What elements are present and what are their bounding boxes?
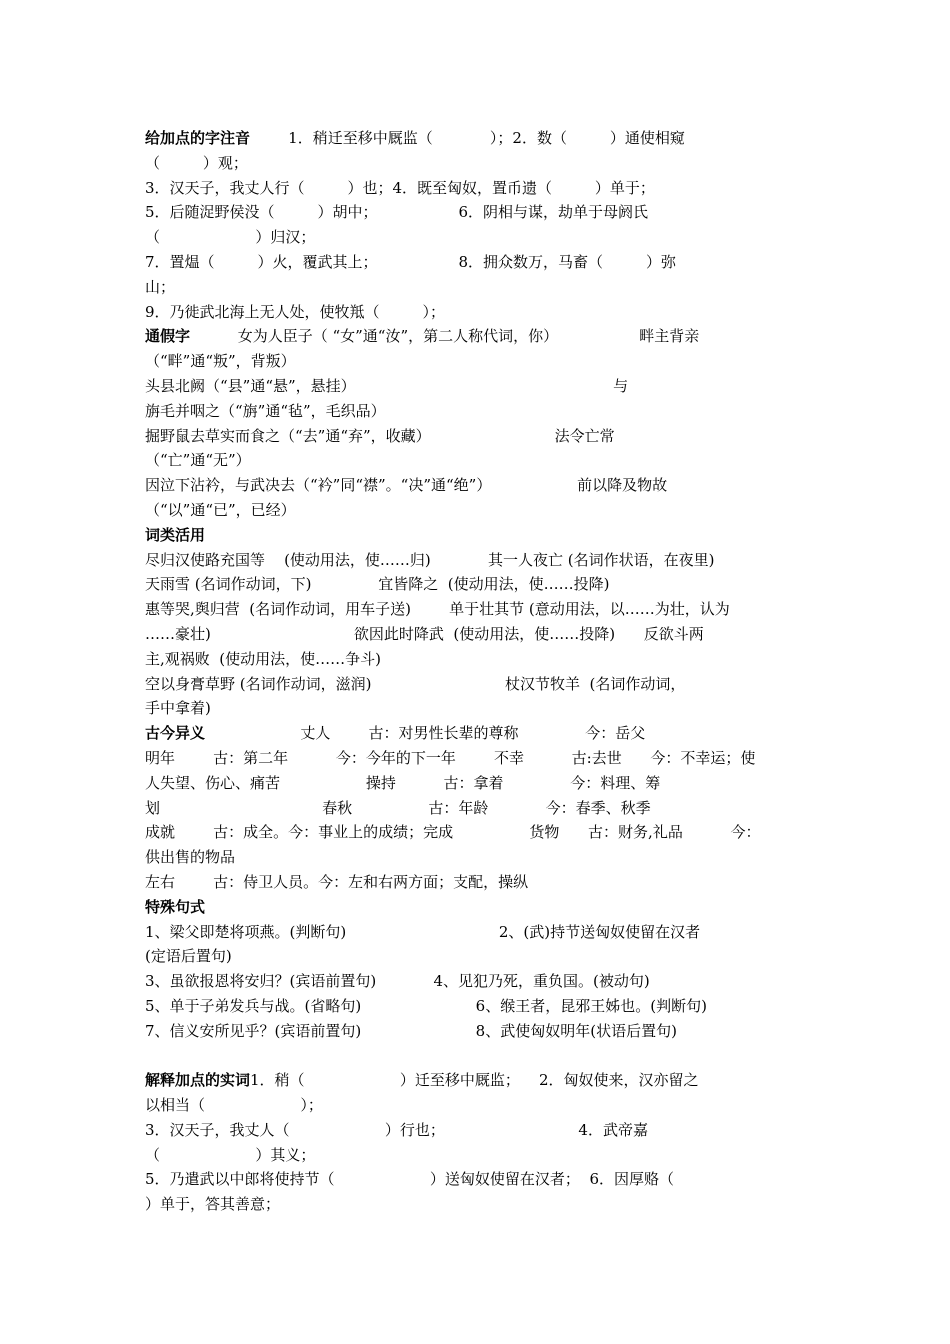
line-text: 5、单于子弟发兵与战。(省略句) 6、缑王者，昆邪王姊也。(判断句) — [145, 996, 707, 1015]
text-line — [145, 424, 810, 449]
line-text: 人失望、伤心、痛苦 操持 古：拿着 今：料理、筹 — [145, 773, 661, 792]
section-heading: 词类活用 — [145, 525, 206, 544]
line-text: 掘野鼠去草实而食之（“去”通“弃”，收藏） 法令亡常 — [145, 426, 615, 445]
line-text: （“以”通“已”，已经） — [145, 500, 296, 519]
text-line — [145, 225, 810, 250]
line-text: 旃毛并咽之（“旃”通“毡”，毛织品） — [145, 401, 386, 420]
text-line — [145, 845, 810, 870]
text-line — [145, 548, 810, 573]
text-line — [145, 473, 810, 498]
text-line — [145, 374, 810, 399]
line-text: 空以身膏草野 (名词作动词，滋润) 杖汉节牧羊 (名词作动词， — [145, 674, 686, 693]
text-line — [145, 1068, 810, 1093]
line-text: （ ）其义； — [145, 1145, 316, 1164]
text-line — [145, 349, 810, 374]
line-text: 惠等哭,舆归营 (名词作动词，用车子送) 单于壮其节 (意动用法，以……为壮，认为 — [145, 600, 730, 619]
text-line — [145, 572, 810, 597]
text-line — [145, 920, 810, 945]
text-line — [145, 622, 810, 647]
text-line — [145, 721, 810, 746]
line-text: 供出售的物品 — [145, 848, 236, 867]
line-text: 尽归汉使路充国等 (使动用法，使……归) 其一人夜亡 (名词作状语，在夜里) — [145, 550, 715, 569]
text-line — [145, 300, 810, 325]
section-heading: 古今异义 — [145, 724, 206, 743]
text-line — [145, 647, 810, 672]
line-text: 丈人 古：对男性长辈的尊称 今：岳父 — [205, 724, 646, 743]
line-text: ）单于，答其善意； — [145, 1195, 281, 1214]
text-line — [145, 895, 810, 920]
line-text: 女为人臣子（ “女”通“汝”，第二人称代词，你） 畔主背亲 — [190, 327, 700, 346]
line-text: （ ）归汉； — [145, 228, 316, 247]
line-text: 3、虽欲报恩将安归？(宾语前置句) 4、见犯乃死，重负国。(被动句) — [145, 972, 650, 991]
blank-line — [145, 1043, 810, 1068]
line-text: 3．汉天子，我丈人（ ）行也； 4．武帝嘉 — [145, 1120, 648, 1139]
text-line — [145, 250, 810, 275]
line-text: （“畔”通“叛”，背叛） — [145, 352, 296, 371]
text-line — [145, 672, 810, 697]
text-line — [145, 944, 810, 969]
text-line — [145, 1143, 810, 1168]
text-line — [145, 151, 810, 176]
text-line — [145, 523, 810, 548]
line-text: 5．乃遣武以中郎将使持节（ ）送匈奴使留在汉者； 6．因厚赂（ — [145, 1170, 674, 1189]
text-line — [145, 126, 810, 151]
line-text: 手中拿着) — [145, 699, 211, 718]
line-text: （“亡”通“无”） — [145, 451, 251, 470]
line-text: 7、信义安所见乎？(宾语前置句) 8、武使匈奴明年(状语后置句) — [145, 1021, 677, 1040]
line-text: 1．稍（ ）迁至移中厩监； 2．匈奴使来，汉亦留之 — [250, 1071, 699, 1090]
line-text: 成就 古：成全。今：事业上的成绩；完成 货物 古：财务,礼品 今： — [145, 823, 761, 842]
text-line — [145, 200, 810, 225]
text-line — [145, 820, 810, 845]
document-page — [145, 126, 810, 1217]
text-line — [145, 399, 810, 424]
line-text: (定语后置句) — [145, 947, 232, 966]
line-text: 1．稍迁至移中厩监（ ）；2．数（ ）通使相窥 — [250, 129, 685, 147]
text-line — [145, 1019, 810, 1044]
text-line — [145, 275, 810, 300]
text-line — [145, 994, 810, 1019]
text-line — [145, 1093, 810, 1118]
line-text: 以相当（ ）； — [145, 1096, 323, 1115]
text-line — [145, 1118, 810, 1143]
line-text: 5．后随浞野侯没（ ）胡中； 6．阴相与谋，劫单于母阏氏 — [145, 203, 649, 222]
text-line — [145, 969, 810, 994]
section-heading: 解释加点的实词 — [145, 1071, 251, 1090]
line-text: 头县北阙（“县”通“悬”，悬挂） 与 — [145, 376, 629, 395]
text-line — [145, 1167, 810, 1192]
text-line — [145, 1192, 810, 1217]
text-line — [145, 796, 810, 821]
text-line — [145, 746, 810, 771]
section-heading: 通假字 — [145, 327, 191, 346]
line-text: 7．置煴（ ）火，覆武其上； 8．拥众数万，马畜（ ）弥 — [145, 252, 676, 271]
text-line — [145, 696, 810, 721]
line-text: 左右 古：侍卫人员。今：左和右两方面；支配，操纵 — [145, 872, 529, 891]
line-text: 天雨雪 (名词作动词，下) 宜皆降之 (使动用法，使……投降) — [145, 575, 610, 594]
line-text: 山； — [145, 277, 176, 296]
text-line — [145, 597, 810, 622]
line-text: 划 春秋 古：年龄 今：春季、秋季 — [145, 798, 651, 817]
text-line — [145, 498, 810, 523]
line-text: 1、梁父即楚将项燕。(判断句) 2、(武)持节送匈奴使留在汉者 — [145, 922, 701, 941]
text-line — [145, 771, 810, 796]
line-text: 因泣下沾衿，与武决去（“衿”同“襟”。“决”通“绝”） 前以降及物故 — [145, 476, 668, 495]
line-text: 明年 古：第二年 今：今年的下一年 不幸 古:去世 今：不幸运；使 — [145, 748, 756, 767]
section-heading: 特殊句式 — [145, 897, 206, 916]
line-text: （ ）观； — [145, 153, 248, 172]
line-text: 3．汉天子，我丈人行（ ）也；4．既至匈奴，置币遗（ ）单于； — [145, 178, 655, 197]
line-text: 9．乃徙武北海上无人处，使牧羝（ ）； — [145, 302, 445, 321]
text-line — [145, 176, 810, 201]
section-heading: 给加点的字注音 — [145, 129, 251, 147]
text-line — [145, 324, 810, 349]
text-line — [145, 870, 810, 895]
text-line — [145, 448, 810, 473]
line-text: 主,观祸败 (使动用法，使……争斗) — [145, 649, 382, 668]
line-text: ……豪壮) 欲因此时降武 (使动用法，使……投降) 反欲斗两 — [145, 624, 704, 643]
